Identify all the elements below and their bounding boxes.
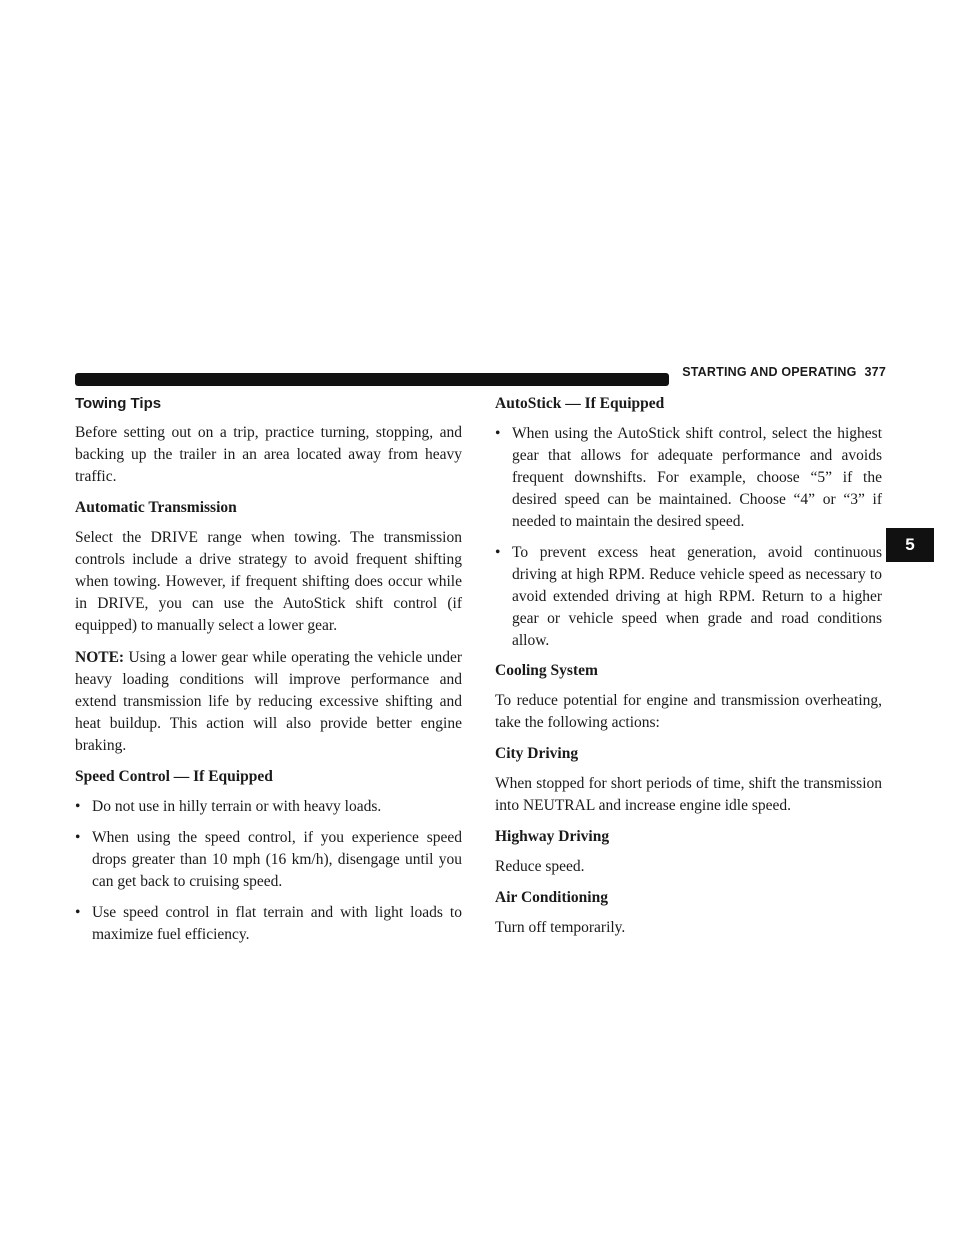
autostick-heading: AutoStick — If Equipped: [495, 395, 665, 412]
section-title: STARTING AND OPERATING: [682, 365, 857, 379]
air-conditioning-heading: Air Conditioning: [495, 889, 608, 906]
list-item: [75, 796, 462, 818]
bullet-icon: •: [495, 544, 501, 561]
header-rule: [75, 373, 669, 386]
right-column: [495, 391, 882, 949]
automatic-transmission-heading: Automatic Transmission: [75, 499, 237, 516]
list-item-text: Use speed control in flat terrain and with light loads to maximize fuel efficiency.: [92, 904, 462, 943]
city-driving-paragraph: When stopped for short periods of time, shift the transmission into NEUTRAL and increase engine idle speed.: [495, 775, 882, 814]
intro-paragraph: Before setting out on a trip, practice turning, stopping, and backing up the trailer in an area located away from heavy traffic.: [75, 424, 462, 485]
city-driving-heading: City Driving: [495, 745, 579, 762]
automatic-transmission-paragraph: Select the DRIVE range when towing. The transmission controls include a drive strategy to avoid frequent shifting when towing. However, if frequent shifting does occur while in DRIVE, you can use the AutoStick shift control (if equipped) to manually select a lower gear.: [75, 529, 462, 634]
note-text: Using a lower gear while operating the vehicle under heavy loading conditions will improve performance and extend transmission life by reducing excessive shifting and heat buildup. This action will also provide better engine braking.: [75, 649, 462, 754]
cooling-system-paragraph: To reduce potential for engine and transmission overheating, take the following actions:: [495, 692, 882, 731]
bullet-icon: •: [495, 425, 501, 442]
list-item: [75, 902, 462, 946]
highway-driving-paragraph: Reduce speed.: [495, 858, 585, 875]
speed-control-heading: Speed Control — If Equipped: [75, 768, 273, 785]
left-column: [75, 391, 462, 955]
note-paragraph: [75, 647, 462, 757]
list-item-text: When using the speed control, if you experience speed drops greater than 10 mph (16 km/h), disengage until you can get back to cruising speed.: [92, 829, 462, 890]
autostick-list: [495, 423, 882, 652]
bullet-icon: •: [75, 798, 81, 815]
page-number: 377: [864, 365, 886, 379]
list-item-text: To prevent excess heat generation, avoid continuous driving at high RPM. Reduce vehicle speed as necessary to avoid extended driving at high RPM. Return to a higher gear or vehicle speed when grade and road conditions allow.: [512, 544, 882, 649]
highway-driving-heading: Highway Driving: [495, 828, 610, 845]
bullet-icon: •: [75, 904, 81, 921]
page-header: [676, 365, 886, 379]
list-item: [495, 423, 882, 533]
speed-control-list: [75, 796, 462, 946]
list-item: [495, 542, 882, 652]
note-label: NOTE:: [75, 649, 125, 666]
list-item-text: Do not use in hilly terrain or with heavy loads.: [92, 798, 382, 815]
air-conditioning-paragraph: Turn off temporarily.: [495, 919, 626, 936]
list-item: [75, 827, 462, 893]
bullet-icon: •: [75, 829, 81, 846]
cooling-system-heading: Cooling System: [495, 662, 598, 679]
towing-tips-title: Towing Tips: [75, 395, 162, 412]
chapter-tab: 5: [886, 528, 934, 562]
list-item-text: When using the AutoStick shift control, select the highest gear that allows for adequate performance and avoids frequent downshifts. For example, choose “5” if the desired speed can be maintained. Choose “4” or “3” if needed to maintain the desired speed.: [512, 425, 882, 530]
